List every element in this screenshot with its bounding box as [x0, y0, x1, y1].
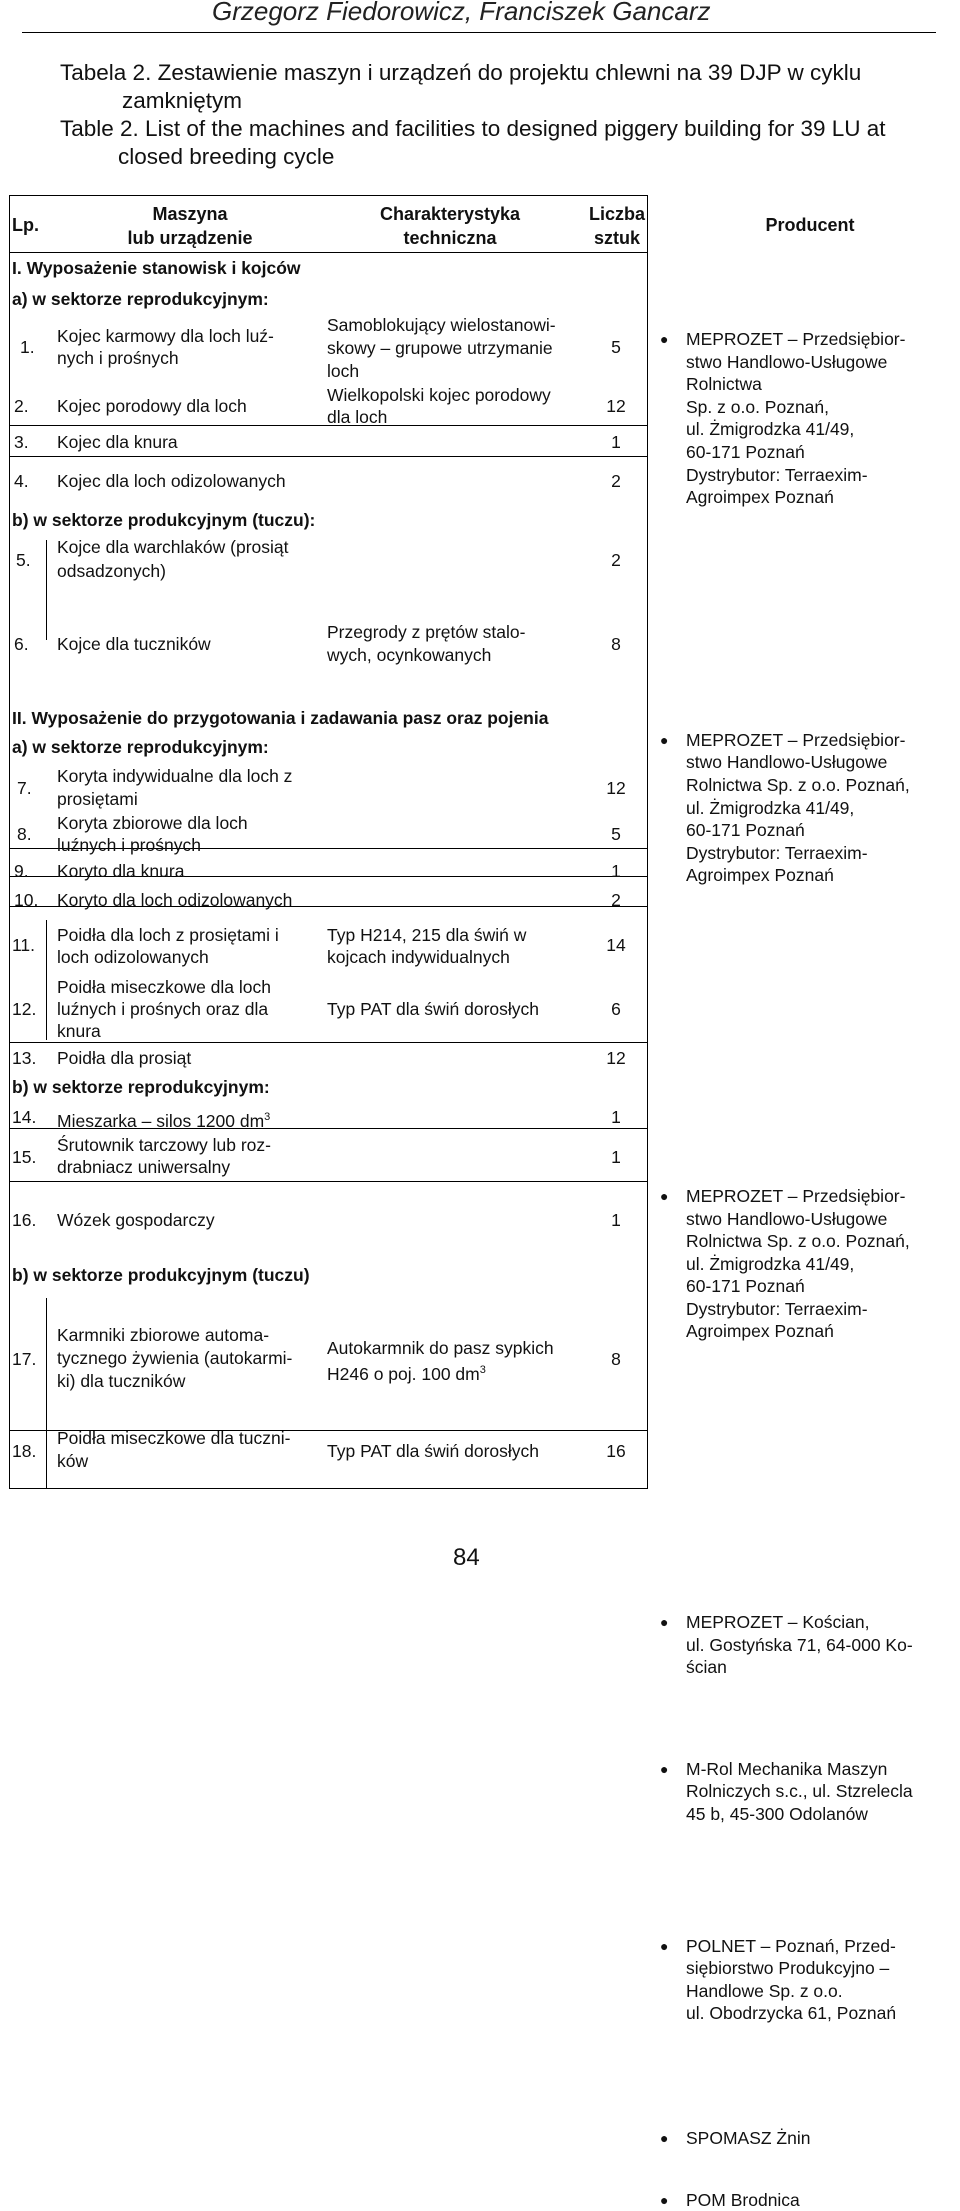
- header-bottom-rule: [9, 252, 648, 253]
- quantity: 14: [606, 935, 626, 955]
- producer-line: Agroimpex Poznań: [686, 487, 834, 508]
- row-number: 6.: [14, 634, 29, 654]
- quantity: 2: [611, 471, 621, 491]
- producer-line: 60-171 Poznań: [686, 820, 805, 841]
- producer-line: ● MEPROZET – Kościan,: [686, 1612, 870, 1633]
- technical-spec: Samoblokujący wielostanowi-: [327, 315, 556, 335]
- row-rule: [9, 1181, 648, 1182]
- machine-name: Poidła miseczkowe dla loch: [57, 977, 271, 997]
- col-spec-1: Charakterystyka: [379, 204, 521, 224]
- producer-line: stwo Handlowo-Usługowe: [686, 752, 888, 773]
- machine-name: ków: [57, 1451, 89, 1471]
- quantity: 12: [606, 778, 626, 798]
- producer-line: ul. Żmigrodzka 41/49,: [686, 797, 855, 818]
- producer-line: Dystrybutor: Terraexim-: [686, 842, 868, 863]
- lp-divider: [46, 1298, 47, 1488]
- machine-name: luźnych i prośnych oraz dla: [57, 999, 269, 1019]
- row-number: 14.: [12, 1107, 37, 1127]
- machine-name: Koryta zbiorowe dla loch: [57, 813, 248, 833]
- technical-spec-text: H246 o poj. 100 dm: [327, 1363, 480, 1384]
- machine-name: drabniacz uniwersalny: [57, 1157, 231, 1177]
- col-machine-2: lub urządzenie: [127, 228, 253, 248]
- col-count-2: sztuk: [593, 228, 640, 248]
- row-rule: [9, 1042, 648, 1043]
- machine-name: Poidła dla prosiąt: [57, 1048, 192, 1068]
- row-number: 3.: [14, 432, 29, 452]
- machine-name: Karmniki zbiorowe automa-: [57, 1325, 270, 1345]
- machine-name: prosiętami: [57, 789, 138, 809]
- caption-en-line1: Table 2. List of the machines and facilities to designed piggery building for 39 LU at: [60, 116, 886, 141]
- producer-line: Rolniczych s.c., ul. Stzrelecla: [686, 1781, 913, 1802]
- section-subheading: b) w sektorze reprodukcyjnym:: [12, 1077, 270, 1097]
- producer-entry: [686, 1611, 960, 1679]
- technical-spec: kojcach indywidualnych: [327, 947, 510, 967]
- producer-entry: [686, 328, 960, 509]
- superscript: 3: [479, 1364, 486, 1376]
- caption-pl-line2: zamkniętym: [122, 88, 243, 113]
- producer-line: siębiorstwo Produkcyjno –: [686, 1958, 890, 1979]
- producer-entry: [686, 1758, 960, 1826]
- quantity: 12: [606, 1048, 626, 1068]
- machine-name: [57, 1106, 270, 1132]
- lp-divider: [46, 540, 47, 640]
- producer-line: Handlowe Sp. z o.o.: [686, 1980, 843, 2001]
- producer-line: Rolnictwa: [686, 374, 762, 395]
- producer-line: ● MEPROZET – Przedsiębior-: [686, 1185, 906, 1206]
- machine-name: knura: [57, 1021, 101, 1041]
- machine-name: Wózek gospodarczy: [57, 1210, 215, 1230]
- producer-line: Sp. z o.o. Poznań,: [686, 396, 830, 417]
- machine-name: Koryto dla loch odizolowanych: [57, 890, 293, 910]
- technical-spec: skowy – grupowe utrzymanie: [327, 338, 553, 358]
- section-heading: II. Wyposażenie do przygotowania i zadawania pasz oraz pojenia: [12, 708, 549, 728]
- machine-name: odsadzonych): [57, 561, 166, 581]
- technical-spec: dla loch: [327, 407, 388, 427]
- producer-line: ul. Żmigrodzka 41/49,: [686, 1253, 855, 1274]
- machine-name: Kojce dla tuczników: [57, 634, 211, 654]
- header-rule: [22, 32, 936, 33]
- row-number: 5.: [16, 550, 31, 570]
- producer-line: Dystrybutor: Terraexim-: [686, 464, 868, 485]
- quantity: 8: [611, 1349, 621, 1369]
- row-number: 16.: [12, 1210, 37, 1230]
- machine-name: Kojec porodowy dla loch: [57, 396, 247, 416]
- machine-name: Poidła miseczkowe dla tuczni-: [57, 1428, 291, 1448]
- producer-line: ● M-Rol Mechanika Maszyn: [686, 1758, 888, 1779]
- section-heading: I. Wyposażenie stanowisk i kojców: [12, 258, 301, 278]
- machine-name: Śrutownik tarczowy lub roz-: [57, 1135, 271, 1155]
- superscript: 3: [264, 1111, 271, 1123]
- page-number: 84: [453, 1544, 480, 1571]
- machine-name: ki) dla tuczników: [57, 1371, 186, 1391]
- quantity: 1: [611, 432, 621, 452]
- machine-name: nych i prośnych: [57, 348, 179, 368]
- table-top-rule: [9, 195, 648, 196]
- machine-name: Kojec karmowy dla loch luź-: [57, 326, 274, 346]
- caption-pl-line1: Tabela 2. Zestawienie maszyn i urządzeń do projektu chlewni na 39 DJP w cyklu: [60, 60, 862, 85]
- producer-line: stwo Handlowo-Usługowe: [686, 1208, 888, 1229]
- producer-line: ul. Żmigrodzka 41/49,: [686, 419, 855, 440]
- row-rule: [9, 456, 648, 457]
- producer-entry: [686, 1185, 960, 1343]
- producer-line: ● SPOMASZ Żnin: [686, 2128, 811, 2148]
- quantity: 1: [611, 1210, 621, 1230]
- technical-spec: wych, ocynkowanych: [327, 645, 492, 665]
- row-number: 15.: [12, 1147, 37, 1167]
- col-lp: Lp.: [12, 215, 39, 235]
- row-number: 18.: [12, 1441, 37, 1461]
- lp-divider: [46, 920, 47, 1040]
- quantity: 5: [611, 824, 621, 844]
- left-border: [9, 195, 10, 1489]
- quantity: 16: [606, 1441, 626, 1461]
- col-producer: Producent: [765, 215, 855, 235]
- producer-line: Rolnictwa Sp. z o.o. Poznań,: [686, 1231, 910, 1252]
- producer-line: ● POLNET – Poznań, Przed-: [686, 1935, 896, 1956]
- quantity: 2: [611, 890, 621, 910]
- running-header: Grzegorz Fiedorowicz, Franciszek Gancarz: [212, 0, 711, 26]
- section-subheading: a) w sektorze reprodukcyjnym:: [12, 737, 269, 757]
- producer-line: Agroimpex Poznań: [686, 865, 834, 886]
- quantity: 6: [611, 999, 621, 1019]
- producer-entry: [686, 2189, 960, 2211]
- row-number: 9.: [14, 861, 29, 881]
- machine-name: Kojce dla warchlaków (prosiąt: [57, 537, 289, 557]
- row-number: 10.: [14, 890, 39, 910]
- producer-line: ● MEPROZET – Przedsiębior-: [686, 729, 906, 750]
- section-subheading: b) w sektorze produkcyjnym (tuczu): [12, 1265, 310, 1285]
- caption-en-line2: closed breeding cycle: [118, 144, 335, 169]
- technical-spec: Przegrody z prętów stalo-: [327, 622, 526, 642]
- technical-spec: loch: [327, 361, 360, 381]
- machine-name-text: Mieszarka – silos 1200 dm: [57, 1110, 265, 1131]
- producer-line: ● MEPROZET – Przedsiębior-: [686, 329, 906, 349]
- technical-spec: Wielkopolski kojec porodowy: [327, 385, 551, 405]
- producer-line: Dystrybutor: Terraexim-: [686, 1298, 868, 1319]
- producer-line: 60-171 Poznań: [686, 441, 805, 462]
- machine-name: luźnych i prośnych: [57, 835, 201, 855]
- row-number: 2.: [14, 396, 29, 416]
- row-number: 13.: [12, 1048, 37, 1068]
- col-count-1: Liczba: [588, 204, 645, 224]
- producer-entry: [686, 2127, 960, 2150]
- right-border: [647, 195, 648, 1489]
- quantity: 8: [611, 634, 621, 654]
- col-machine-1: Maszyna: [152, 204, 228, 224]
- quantity: 1: [611, 1147, 621, 1167]
- machine-name: tycznego żywienia (autokarmi-: [57, 1348, 293, 1368]
- technical-spec: Typ PAT dla świń dorosłych: [327, 999, 540, 1019]
- producer-line: Agroimpex Poznań: [686, 1321, 834, 1342]
- machine-name: loch odizolowanych: [57, 947, 209, 967]
- producer-line: Rolnictwa Sp. z o.o. Poznań,: [686, 774, 910, 795]
- producer-entry: [686, 1935, 960, 2025]
- quantity: 12: [606, 396, 626, 416]
- producer-line: 60-171 Poznań: [686, 1276, 805, 1297]
- section-subheading: b) w sektorze produkcyjnym (tuczu):: [12, 510, 316, 530]
- col-spec-2: techniczna: [403, 228, 497, 248]
- machine-name: Poidła dla loch z prosiętami i: [57, 925, 279, 945]
- quantity: 1: [611, 1107, 621, 1127]
- producer-line: ● POM Brodnica: [686, 2189, 800, 2210]
- quantity: 5: [611, 337, 621, 357]
- row-number: 1.: [20, 337, 35, 357]
- row-number: 12.: [12, 999, 37, 1019]
- machine-name: Koryto dla knura: [57, 861, 185, 881]
- producer-line: 45 b, 45-300 Odolanów: [686, 1804, 868, 1825]
- technical-spec: Autokarmnik do pasz sypkich: [327, 1338, 554, 1358]
- producer-line: stwo Handlowo-Usługowe: [686, 351, 888, 372]
- producer-line: ścian: [686, 1657, 727, 1678]
- quantity: 2: [611, 550, 621, 570]
- row-number: 7.: [17, 778, 32, 798]
- row-number: 11.: [12, 935, 36, 955]
- producer-entry: [686, 729, 960, 887]
- technical-spec: Typ H214, 215 dla świń w: [327, 925, 527, 945]
- technical-spec: [327, 1359, 486, 1385]
- producer-line: ul. Obodrzycka 61, Poznań: [686, 2003, 897, 2024]
- machine-name: Kojec dla knura: [57, 432, 178, 452]
- section-subheading: a) w sektorze reprodukcyjnym:: [12, 289, 269, 309]
- producer-line: ul. Gostyńska 71, 64-000 Ko-: [686, 1634, 913, 1655]
- technical-spec: Typ PAT dla świń dorosłych: [327, 1441, 540, 1461]
- machine-name: Koryta indywidualne dla loch z: [57, 766, 293, 786]
- table-bottom-rule: [9, 1488, 648, 1489]
- machine-name: Kojec dla loch odizolowanych: [57, 471, 286, 491]
- quantity: 1: [611, 861, 621, 881]
- row-number: 4.: [14, 471, 29, 491]
- row-number: 17.: [12, 1349, 37, 1369]
- row-number: 8.: [17, 824, 32, 844]
